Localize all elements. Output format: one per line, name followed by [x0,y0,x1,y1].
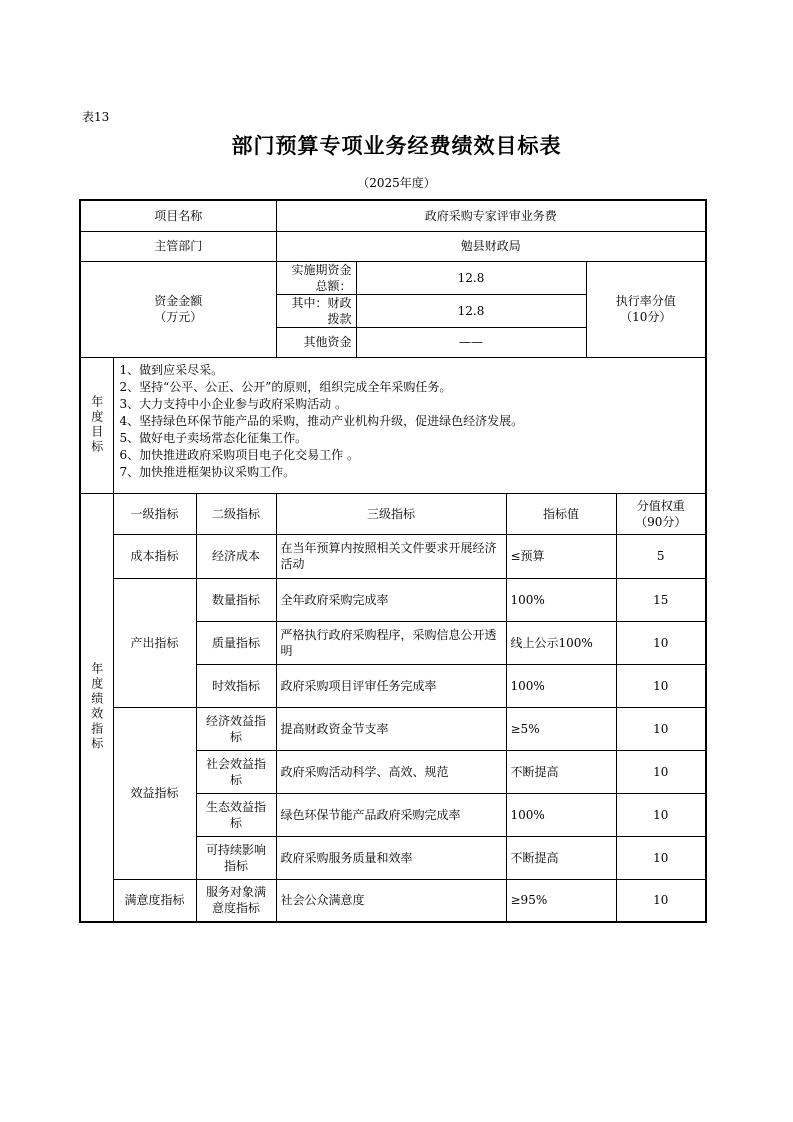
header-value: 指标值 [506,493,616,534]
goal-item: 4、坚持绿色环保节能产品的采购，推动产业机构升级，促进绿色经济发展。 [119,413,524,428]
table-row-level2: 服务对象满意度指标 [196,879,276,922]
table-row-level3: 绿色环保节能产品政府采购完成率 [276,793,506,836]
funds-total-value: 12.8 [356,261,586,294]
group-benefit: 效益指标 [113,707,196,879]
table-row-level3: 政府采购活动科学、高效、规范 [276,750,506,793]
annual-goals [113,357,706,493]
funds-total-label: 实施期资金总额： [276,261,356,294]
table-row-level2: 质量指标 [196,621,276,664]
goal-item: 3、大力支持中小企业参与政府采购活动 。 [119,396,347,411]
goal-item: 2、坚持“公平、公正、公开”的原则，组织完成全年采购任务。 [119,379,452,394]
table-row-level3: 政府采购项目评审任务完成率 [276,664,506,707]
annual-goals-label-text: 年度目标 [89,395,104,455]
table-row-value: ≥95% [506,879,616,922]
header-weight-line2: （90分） [635,514,687,529]
table-row-level3: 提高财政资金节支率 [276,707,506,750]
budget-year: （2025年度） [357,176,436,190]
project-name-value: 政府采购专家评审业务费 [276,200,706,231]
table-row-weight: 10 [616,879,706,922]
group-satisfaction: 满意度指标 [113,879,196,922]
table-row-value: 100% [506,793,616,836]
table-row-level2: 社会效益指标 [196,750,276,793]
table-row-level3: 全年政府采购完成率 [276,578,506,621]
table-row-value: 不断提高 [506,750,616,793]
dept-value: 勉县财政局 [276,231,706,261]
table-row-weight: 10 [616,750,706,793]
header-level1: 一级指标 [113,493,196,534]
funds-other-label: 其他资金 [276,327,356,357]
table-row-level2: 时效指标 [196,664,276,707]
table-row-weight: 5 [616,534,706,578]
table-row-weight: 10 [616,621,706,664]
execution-rate-score [586,261,706,357]
performance-target-table [79,199,707,923]
table-row-level2: 经济成本 [196,534,276,578]
table-row-value: ≥5% [506,707,616,750]
header-weight [616,493,706,534]
group-output: 产出指标 [113,578,196,707]
table-row-level3: 社会公众满意度 [276,879,506,922]
table-number: 表13 [82,110,110,124]
table-row-weight: 10 [616,793,706,836]
table-row-level3: 政府采购服务质量和效率 [276,836,506,879]
table-row-level2: 数量指标 [196,578,276,621]
page-title: 部门预算专项业务经费绩效目标表 [231,133,562,158]
table-row-level2: 生态效益指标 [196,793,276,836]
performance-indicators-label-text: 年度绩效指标 [89,662,104,753]
goal-item: 5、做好电子卖场常态化征集工作。 [119,430,308,445]
execution-rate-line2: （10分） [620,310,672,324]
table-row-value: 线上公示100% [506,621,616,664]
goal-item: 6、加快推进政府采购项目电子化交易工作 。 [119,447,359,462]
header-weight-line1: 分值权重 [636,498,685,513]
funds-other-value: —— [356,327,586,357]
performance-indicators-label [80,493,113,922]
table-row-weight: 10 [616,707,706,750]
funds-label-line2: （万元） [154,310,203,324]
table-row-level3: 在当年预算内按照相关文件要求开展经济活动 [276,534,506,578]
funds-label-line1: 资金金额 [154,294,203,308]
table-row-weight: 10 [616,836,706,879]
table-row-weight: 10 [616,664,706,707]
funds-fiscal-value: 12.8 [356,294,586,327]
group-cost: 成本指标 [113,534,196,578]
table-row-value: 100% [506,578,616,621]
header-level2: 二级指标 [196,493,276,534]
funds-fiscal-label: 其中：财政拨款 [276,294,356,327]
table-row-level3: 严格执行政府采购程序，采购信息公开透明 [276,621,506,664]
goal-item: 1、做到应采尽采。 [119,362,224,377]
execution-rate-line1: 执行率分值 [615,294,676,308]
funds-label [80,261,276,357]
dept-label: 主管部门 [80,231,276,261]
table-row-level2: 可持续影响指标 [196,836,276,879]
table-row-value: 100% [506,664,616,707]
header-level3: 三级指标 [276,493,506,534]
project-name-label: 项目名称 [80,200,276,231]
table-row-value: ≤预算 [506,534,616,578]
table-row-weight: 15 [616,578,706,621]
table-row-value: 不断提高 [506,836,616,879]
annual-goals-label [80,357,113,493]
table-row-level2: 经济效益指标 [196,707,276,750]
goal-item: 7、加快推进框架协议采购工作。 [119,464,296,479]
